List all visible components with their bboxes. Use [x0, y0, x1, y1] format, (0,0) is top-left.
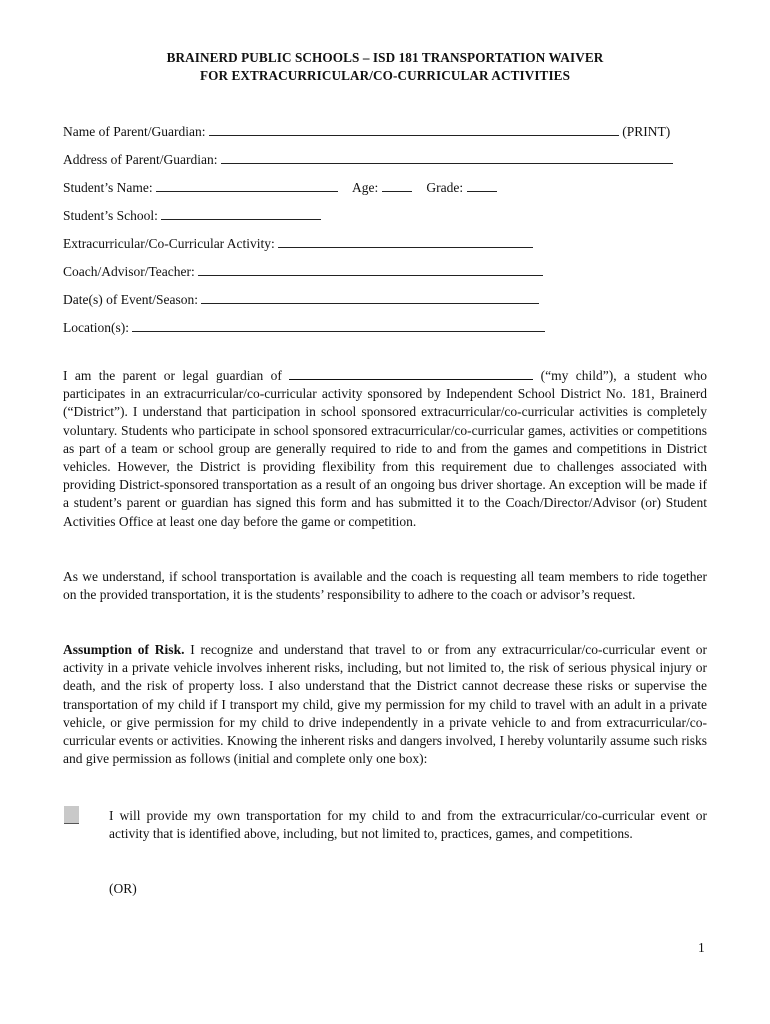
parent-name-label: Name of Parent/Guardian:	[63, 124, 206, 139]
print-note: (PRINT)	[622, 124, 671, 139]
parent-address-label: Address of Parent/Guardian:	[63, 152, 218, 167]
document-title-line-1: BRAINERD PUBLIC SCHOOLS – ISD 181 TRANSPORTATION WAIVER	[166, 50, 604, 65]
dates-row	[63, 290, 539, 308]
school-field[interactable]	[161, 206, 321, 220]
option-initial-box[interactable]	[64, 806, 79, 824]
age-field[interactable]	[382, 178, 412, 192]
guardian-statement-rest: (“my child”), a student who participates in an extracurricular/co-curricular activity sponsored by Independent School District No. 181, Brainerd (“District”). I understand that participation in school sponsored extracurricular/co-curricular activities is completely voluntary. Students who participate in school sponsored extracurricular/co-curricular games, activities or competitions as part of a team or school group are generally required to ride to and from the games and competitions in District vehicles. However, the District is providing flexibility from this requirement due to challenges associated with providing District-sponsored transportation as a result of an ongoing bus driver shortage. An exception will be made if a student’s parent or guardian has signed this form and has submitted it to the Coach/Director/Advisor (or) Student Activities Office at least one day before the game or competition.	[63, 368, 708, 529]
document-title-line-2: FOR EXTRACURRICULAR/CO-CURRICULAR ACTIVITIES	[199, 68, 571, 83]
grade-label: Grade:	[426, 180, 464, 195]
assumption-of-risk-text: I recognize and understand that travel to or from any extracurricular/co-curricular event or activity in a private vehicle involves inherent risks, including, but not limited to, the risk of serious physical injury or death, and the risk of property loss. I also understand that the District cannot decrease these risks or supervise the transportation of my child if I transport my child, give my permission for my child to travel with an adult in a private vehicle, or give permission for my child to drive independently in a private vehicle to and from extracurricular/co-curricular events or activities. Knowing the inherent risks and dangers involved, I hereby voluntarily assume such risks and give permission as follows (initial and complete only one box):	[63, 642, 708, 767]
age-label: Age:	[352, 180, 379, 195]
parent-name-row	[63, 122, 670, 140]
coach-row	[63, 262, 543, 280]
grade-field[interactable]	[467, 178, 497, 192]
guardian-statement-start: I am the parent or legal guardian of	[63, 368, 282, 383]
activity-field[interactable]	[278, 234, 533, 248]
parent-address-field[interactable]	[221, 150, 673, 164]
school-row	[63, 206, 321, 224]
or-separator: (OR)	[109, 881, 137, 896]
location-row	[63, 318, 545, 336]
paragraph-assumption-of-risk	[63, 641, 707, 768]
page-number: 1	[698, 940, 705, 955]
activity-row	[63, 234, 533, 252]
student-name-label: Student’s Name:	[63, 180, 153, 195]
paragraph-transport-understanding: As we understand, if school transportation is available and the coach is requesting all team members to ride together on the provided transportation, it is the students’ responsibility to adhere to the coach or advisor’s request.	[63, 569, 707, 603]
parent-name-field[interactable]	[209, 122, 619, 136]
location-field[interactable]	[132, 318, 545, 332]
activity-label: Extracurricular/Co-Curricular Activity:	[63, 236, 275, 251]
student-name-field[interactable]	[156, 178, 338, 192]
student-row	[63, 178, 497, 196]
assumption-of-risk-heading: Assumption of Risk.	[63, 642, 185, 657]
coach-label: Coach/Advisor/Teacher:	[63, 264, 195, 279]
dates-label: Date(s) of Event/Season:	[63, 292, 198, 307]
option-own-transportation: I will provide my own transportation for my child to and from the extracurricular/co-curricular event or activity that is identified above, including, but not limited to, practices, games, and competitions.	[109, 808, 707, 842]
parent-address-row	[63, 150, 673, 168]
paragraph-guardian-statement	[63, 366, 707, 531]
location-label: Location(s):	[63, 320, 129, 335]
dates-field[interactable]	[201, 290, 539, 304]
child-name-field[interactable]	[289, 366, 533, 380]
school-label: Student’s School:	[63, 208, 158, 223]
coach-field[interactable]	[198, 262, 543, 276]
